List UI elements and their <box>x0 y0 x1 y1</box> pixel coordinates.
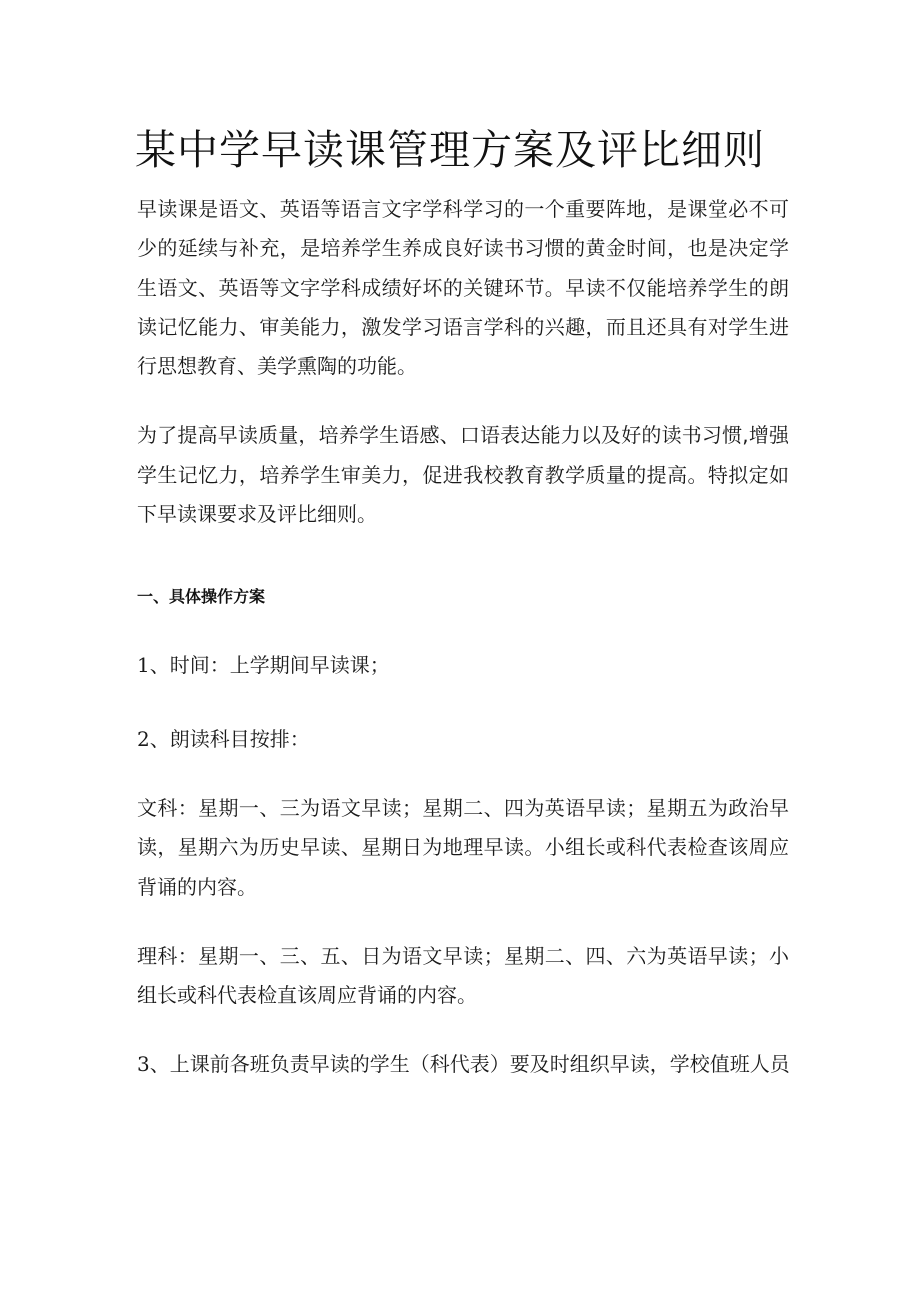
list-item-1-number: 1 <box>137 653 150 678</box>
list-item-2-number: 2 <box>137 726 150 751</box>
list-item-2-text: 、朗读科目按排： <box>149 726 310 751</box>
purpose-paragraph: 为了提高早读质量，培养学生语感、口语表达能力以及好的读书习惯,增强学生记忆力，培养学生审美力，促进我校教育教学质量的提高。特拟定如下早读课要求及评比细则。 <box>137 423 789 527</box>
section-1-heading: 一、具体操作方案 <box>137 587 266 607</box>
intro-paragraph: 早读课是语文、英语等语言文字学科学习的一个重要阵地，是课堂必不可少的延续与补充，是培养学生养成良好读书习惯的黄金时间，也是决定学生语文、英语等文字学科成绩好坏的关键环节。早读不仅能培养学生的朗读记忆能力、审美能力，激发学习语言学科的兴趣，而且还具有对学生进行思想教育、美学熏陶的功能。 <box>137 197 789 379</box>
science-paragraph: 理科：星期一、三、五、日为语文早读；星期二、四、六为英语早读；小组长或科代表检直该周应背诵的内容。 <box>137 943 789 1008</box>
list-item-3 <box>137 1045 789 1084</box>
list-item-3-text: 、上课前各班负责早读的学生（科代表）要及时组织早读，学校值班人员 <box>149 1052 790 1077</box>
document-content <box>137 122 789 1085</box>
document-title: 某中学早读课管理方案及评比细则 <box>135 126 765 174</box>
list-item-3-number: 3 <box>137 1052 150 1077</box>
list-item-1 <box>137 646 789 685</box>
list-item-2 <box>137 720 789 759</box>
liberal-arts-paragraph: 文科：星期一、三为语文早读；星期二、四为英语早读；星期五为政治早读，星期六为历史早读、星期日为地理早读。小组长或科代表检查该周应背诵的内容。 <box>137 795 789 899</box>
list-item-1-text: 、时间：上学期间早读课； <box>149 653 390 678</box>
